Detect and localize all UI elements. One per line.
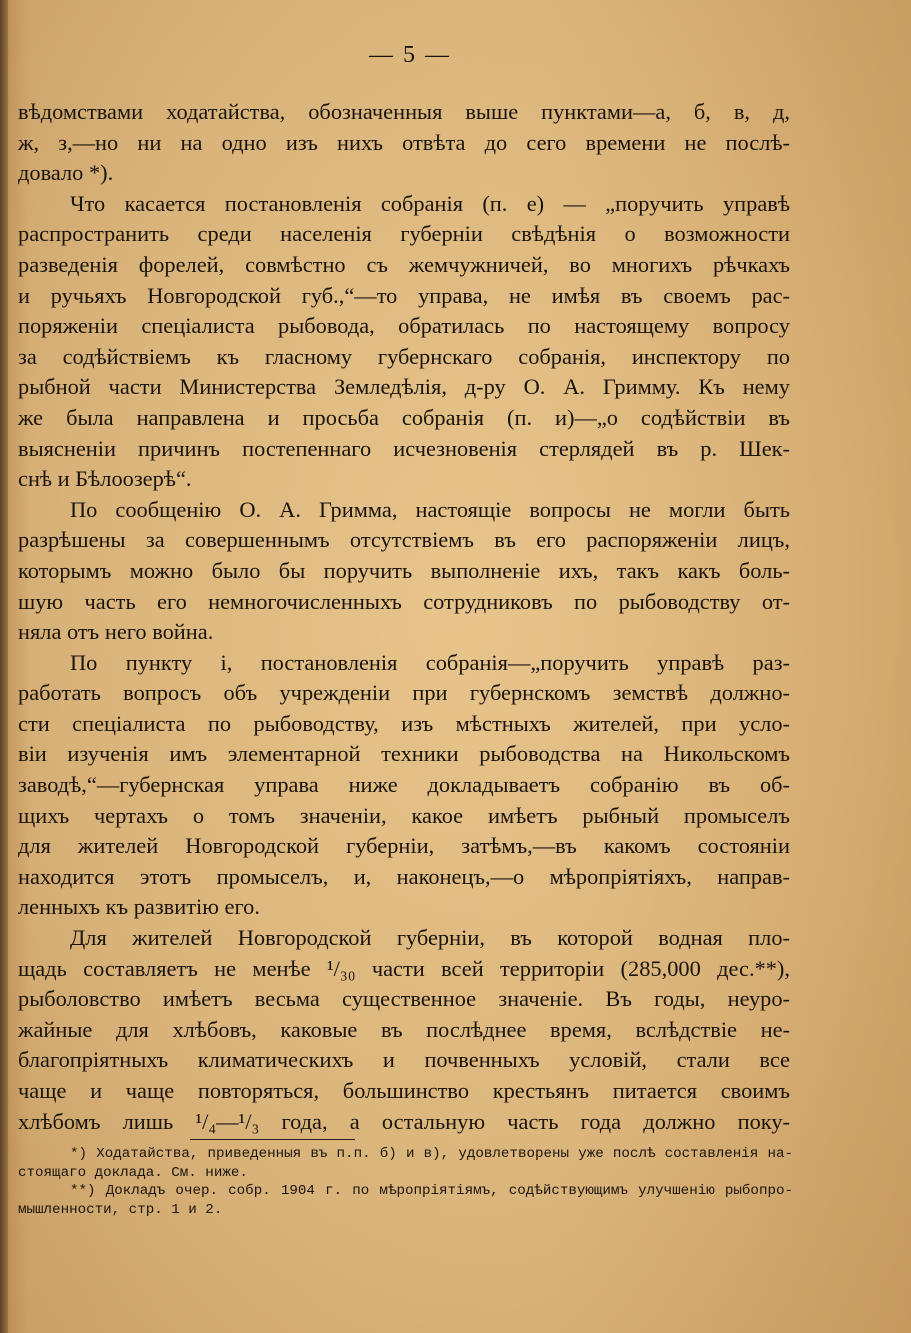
body-line: же была направлена и просьба собранія (п. и)—„о содѣйствіи въ (18, 404, 790, 430)
body-line: хлѣбомъ лишь ¹/₄—¹/₃ года, а остальную часть года должно поку- (18, 1108, 790, 1134)
body-line: благопріятныхъ климатическихъ и почвенныхъ условій, стали все (18, 1047, 790, 1073)
body-line: Для жителей Новгородской губерніи, въ которой водная пло- (70, 925, 790, 951)
body-line: щихъ чертахъ о томъ значеніи, какое имѣетъ рыбный промыселъ (18, 802, 790, 828)
body-line: распространить среди населенія губерніи свѣдѣнія о возможности (18, 221, 790, 247)
body-line: жайные для хлѣбовъ, каковые въ послѣднее время, вслѣдствіе не- (18, 1016, 790, 1042)
body-line: ж, з,—но ни на одно изъ нихъ отвѣта до сего времени не послѣ- (18, 129, 790, 155)
body-line: вѣдомствами ходатайства, обозначенныя выше пунктами—а, б, в, д, (18, 99, 790, 124)
body-line: віи изученія имъ элементарной техники рыбоводства на Никольскомъ (18, 741, 790, 767)
footnote-line: мышленности, стр. 1 и 2. (18, 1201, 223, 1218)
body-line: довало *). (18, 160, 114, 186)
footnote-line: стоящаго доклада. См. ниже. (18, 1164, 248, 1181)
body-line: разведенія форелей, совмѣстно съ жемчужничей, во многихъ рѣчкахъ (18, 251, 790, 277)
body-line: рыбной части Министерства Земледѣлія, д-ру О. А. Гримму. Къ нему (18, 374, 790, 400)
page-binding-edge (0, 0, 8, 1333)
body-line: шую часть его немногочисленныхъ сотрудниковъ по рыбоводству от- (18, 588, 790, 614)
body-line: По пункту і, постановленія собранія—„поручить управѣ раз- (70, 649, 790, 675)
body-line: поряженіи спеціалиста рыбовода, обратилась по настоящему вопросу (18, 313, 790, 339)
body-line: щадь составляетъ не менѣе ¹/₃₀ части всей территоріи (285,000 дес.**), (18, 955, 790, 981)
footnote-separator (190, 1139, 355, 1140)
body-line: заводѣ,“—губернская управа ниже докладываетъ собранію въ об- (18, 772, 790, 798)
body-line: работать вопросъ объ учрежденіи при губернскомъ земствѣ должно- (18, 680, 790, 706)
body-line: няла отъ него война. (18, 619, 214, 645)
page-number: — 5 — (369, 42, 451, 68)
body-line: находится этотъ промыселъ, и, наконецъ,—о мѣропріятіяхъ, направ- (18, 863, 790, 889)
body-line: разрѣшены за совершеннымъ отсутствіемъ въ его распоряженіи лицъ, (18, 527, 790, 553)
footnotes (18, 1145, 793, 1219)
footnote-line: **) Докладъ очер. собр. 1904 г. по мѣропріятіямъ, содѣйствующимъ улучшенію рыбопро- (70, 1183, 793, 1199)
body-line: ленныхъ къ развитію его. (18, 894, 260, 920)
body-line: которымъ можно было бы поручить выполненіе ихъ, такъ какъ боль- (18, 557, 790, 583)
body-line: для жителей Новгородской губерніи, затѣмъ,—въ какомъ состояніи (18, 833, 790, 859)
footnote-line: *) Ходатайства, приведенныя въ п.п. б) и в), удовлетворены уже послѣ составленія на- (70, 1146, 793, 1162)
body-line: снѣ и Бѣлоозерѣ“. (18, 466, 192, 492)
body-line: и ручьяхъ Новгородской губ.,“—то управа, не имѣя въ своемъ рас- (18, 282, 790, 308)
body-line: сти спеціалиста по рыбоводству, изъ мѣстныхъ жителей, при усло- (18, 710, 790, 736)
body-line: чаще и чаще повторяться, большинство крестьянъ питается своимъ (18, 1078, 790, 1103)
body-line: Что касается постановленія собранія (п. е) — „поручить управѣ (70, 190, 790, 216)
body-line: выясненіи причинъ постепеннаго исчезновенія стерлядей въ р. Шек- (18, 435, 790, 461)
body-line: рыболовство имѣетъ весьма существенное значеніе. Въ годы, неуро- (18, 986, 790, 1012)
body-text (18, 97, 790, 1137)
body-line: По сообщенію О. А. Гримма, настоящіе вопросы не могли быть (70, 496, 790, 522)
body-line: за содѣйствіемъ къ гласному губернскаго собранія, инспектору по (18, 343, 790, 369)
